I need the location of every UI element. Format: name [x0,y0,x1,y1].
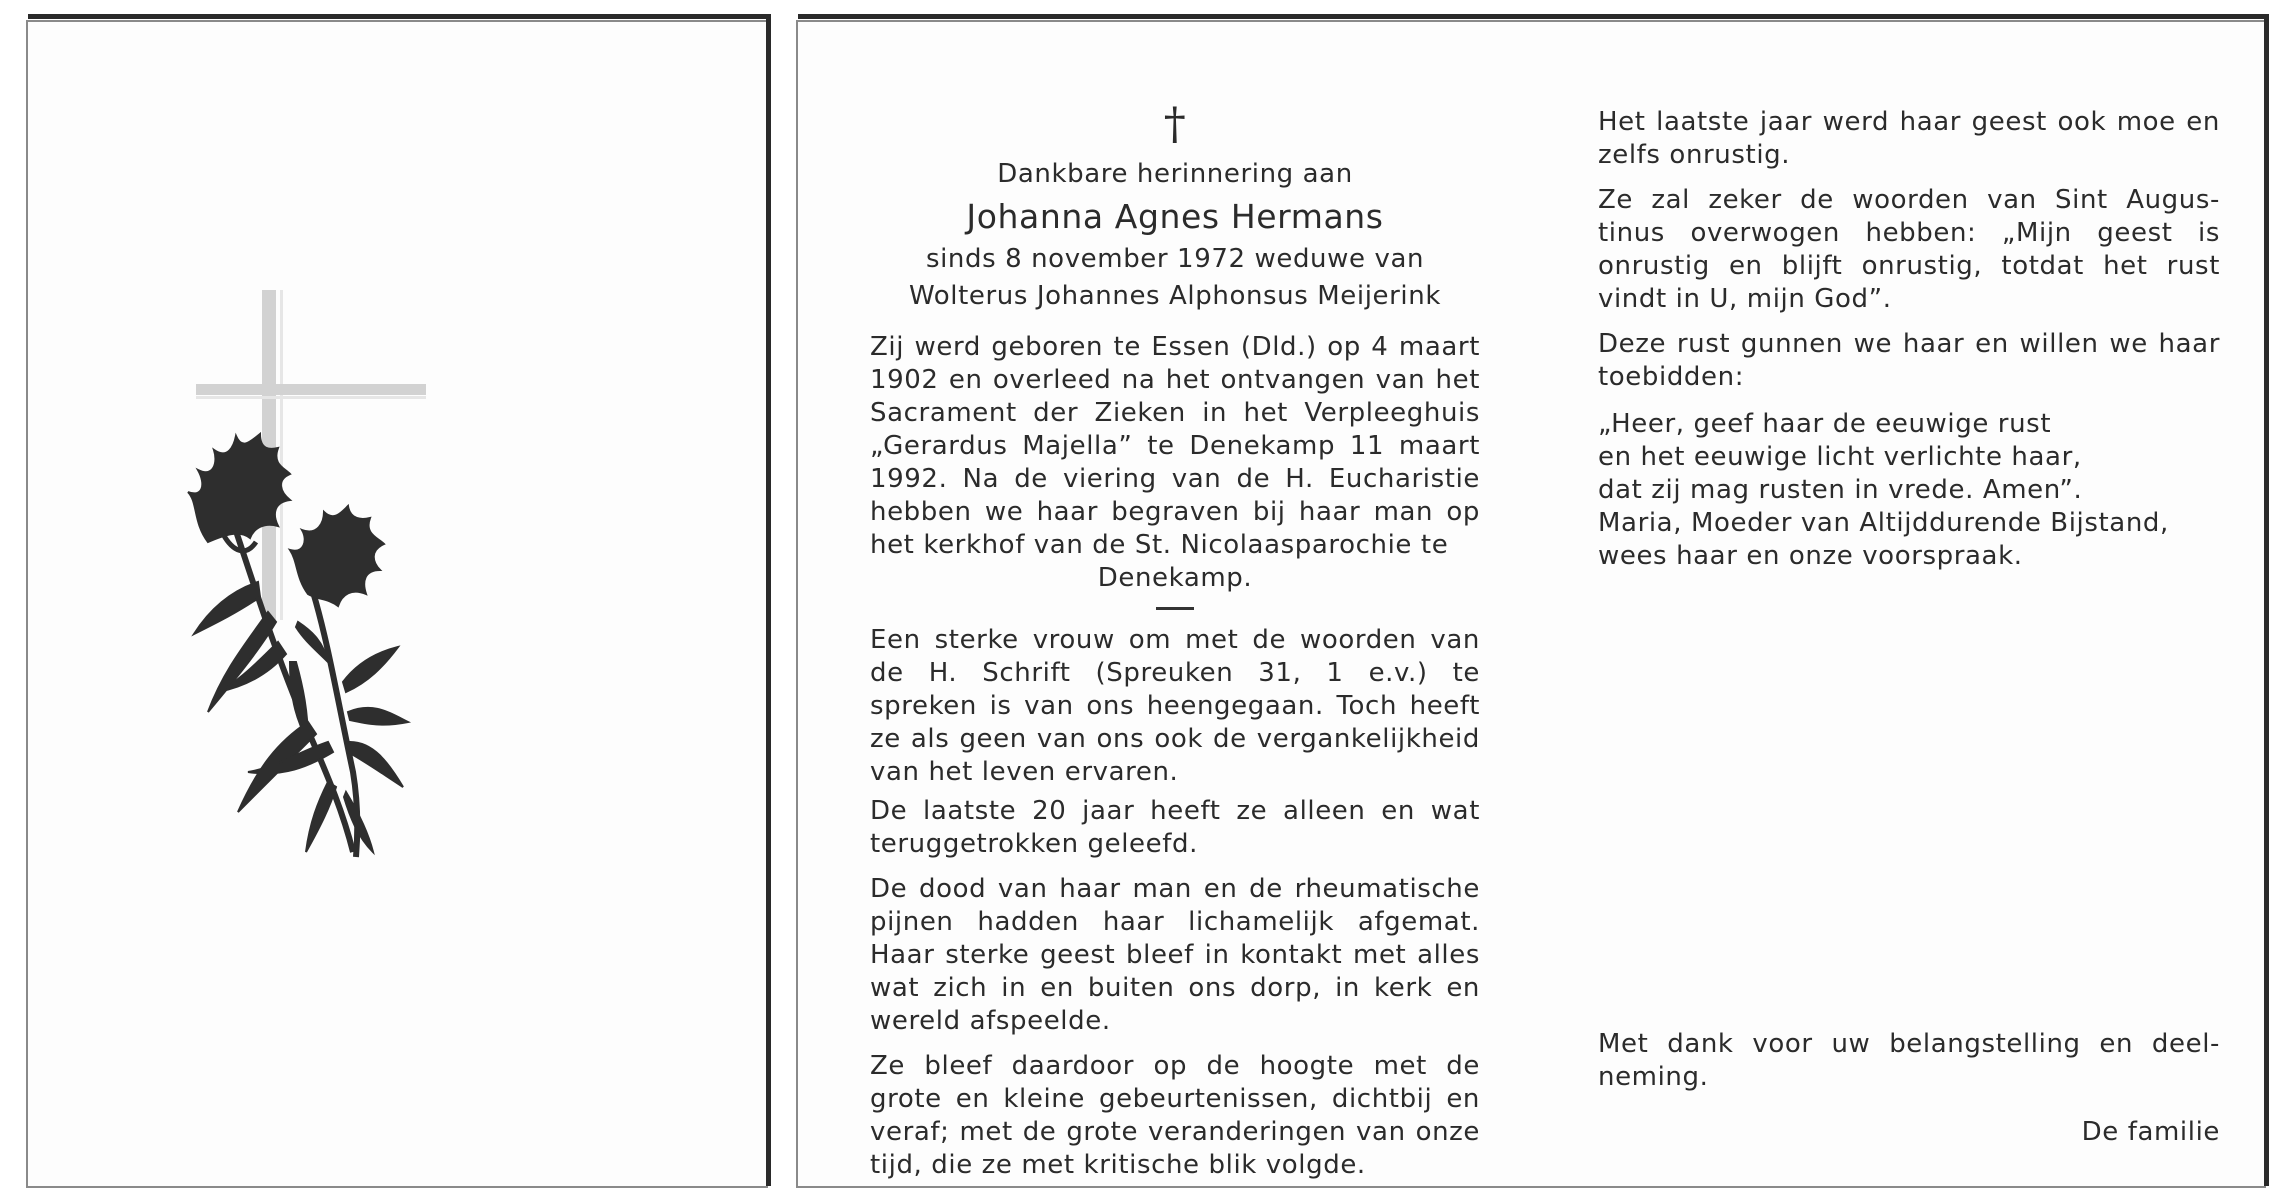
thistle-flowers-icon [188,434,408,857]
biography-paragraph: Zij werd geboren te Essen (Dld.) op 4 maart 1902 en overleed na het ontvangen van het Sacrament der Zieken in het Verpleeghuis „Gerardus Majella” te Denekamp 11 maart 1992. Na de viering van de H. Eucharistie hebben we haar begraven bij haar man op het kerkhof van de St. Nicolaasparochie te [870,332,1480,560]
right-paragraph: Deze rust gunnen we haar en willen we haar toebidden: [1598,329,2220,392]
left-text-column [870,99,1480,1182]
right-paragraph: Ze zal zeker de woorden van Sint Augus- tinus overwogen hebben: „Mijn geest is onrustig en blijft onrustig, totdat het rust vindt in U, mijn God”. [1598,185,2220,314]
thanks-note: Met dank voor uw belangstelling en deel- neming. [1598,1029,2220,1092]
intro-line: Dankbare herinnering aan [997,159,1353,189]
card-edge-shadow [28,14,770,19]
widow-line: sinds 8 november 1972 weduwe van [925,244,1425,274]
reflection-paragraph: De laatste 20 jaar heeft ze alleen en wat teruggetrokken geleefd. [870,796,1480,859]
right-paragraph: Het laatste jaar werd haar geest ook moe en zelfs onrustig. [1598,107,2220,170]
cross-icon: † [1163,99,1187,150]
deceased-name: Johanna Agnes Hermans [966,197,1384,236]
card-edge-shadow [2264,14,2269,1186]
husband-name: Wolterus Johannes Alphonsus Meijerink [909,281,1441,311]
front-cover [26,20,768,1188]
prayer-line: en het eeuwige licht verlichte haar, [1598,442,2082,472]
divider [1156,607,1194,610]
prayer-block [1598,408,2220,573]
right-text-column [1598,106,2220,573]
prayer-line: wees haar en onze voorspraak. [1598,541,2023,571]
signature: De familie [2081,1117,2220,1147]
card-edge-shadow [798,14,2268,19]
cross-and-flowers-illustration [28,22,766,1186]
prayer-line: „Heer, geef haar de eeuwige rust [1598,409,2052,439]
reflection-paragraph: Een sterke vrouw om met de woorden van de H. Schrift (Spreuken 31, 1 e.v.) te spreken is van ons heengegaan. Toch heeft ze als geen van ons ook de vergankelijkheid van het leven ervaren. [870,625,1480,787]
reflection-paragraph: Ze bleef daardoor op de hoogte met de grote en kleine gebeurtenissen, dichtbij en veraf; met de grote veranderingen van onze tijd, die ze met kritische blik volgde. [870,1051,1480,1180]
biography-ending: Denekamp. [1097,563,1253,593]
card-edge-shadow [766,14,771,1186]
prayer-line: dat zij mag rusten in vrede. Amen”. [1598,475,2083,505]
reflection-paragraph: De dood van haar man en de rheumatische pijnen hadden haar lichamelijk afgemat. Haar sterke geest bleef in kontakt met alles wat zich in en buiten ons dorp, in kerk en wereld afspeelde. [870,874,1480,1036]
memorial-text-page [796,20,2266,1188]
prayer-line: Maria, Moeder van Altijddurende Bijstand, [1598,508,2169,538]
